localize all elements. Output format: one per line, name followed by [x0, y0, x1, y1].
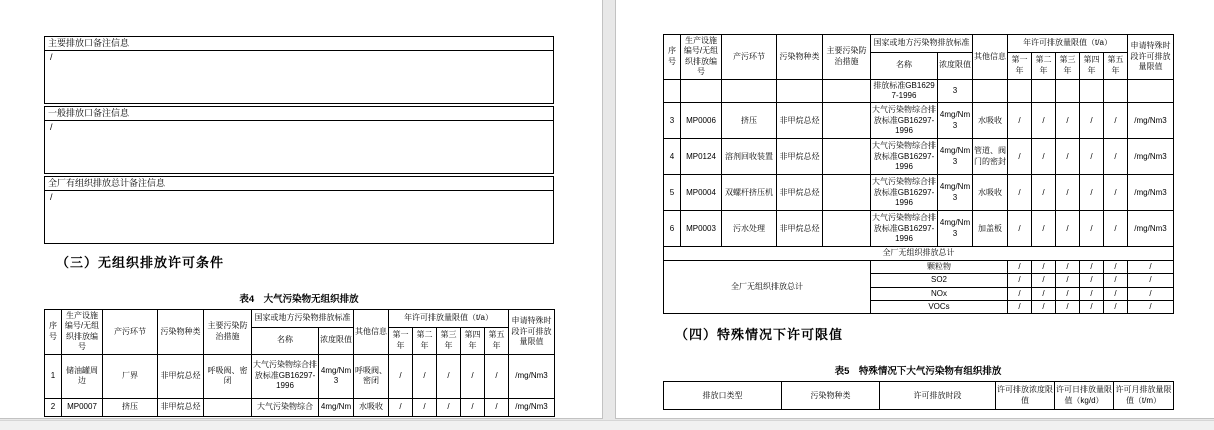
- table4-left: [44, 309, 555, 417]
- cell: 加盖板: [973, 211, 1008, 247]
- page-right: [615, 0, 1214, 419]
- cell: /: [1128, 274, 1174, 287]
- cell: 水吸收: [973, 175, 1008, 211]
- cell: /: [1032, 274, 1056, 287]
- summary-pollutant: 颗粒物: [871, 260, 1008, 273]
- col-monthly-limit: 许可月排放量限值（t/m）: [1114, 382, 1174, 410]
- cell: [823, 139, 871, 175]
- col-conc-limit: 浓度限值: [938, 52, 973, 79]
- cell: 大气污染物综合: [252, 398, 319, 416]
- cell: [664, 79, 681, 103]
- col-step: 产污环节: [103, 310, 158, 355]
- cell: /mg/Nm3: [1128, 139, 1174, 175]
- cell: 双螺杆挤压机: [722, 175, 777, 211]
- cell: 水吸收: [973, 103, 1008, 139]
- cell: /: [1056, 300, 1080, 313]
- cell: 非甲烷总烃: [777, 211, 823, 247]
- cell: /: [1008, 211, 1032, 247]
- cell: /: [1008, 287, 1032, 300]
- cell: 4: [664, 139, 681, 175]
- cell: [1104, 79, 1128, 103]
- cell: /: [1008, 175, 1032, 211]
- table4-right: [663, 34, 1174, 314]
- cell: 4mg/Nm3: [319, 354, 354, 398]
- col-special: 申请特殊时段许可排放量限值: [509, 310, 555, 355]
- col-year5: 第五年: [1104, 52, 1128, 79]
- cell: 大气污染物综合排放标准GB16297-1996: [252, 354, 319, 398]
- cell: /mg/Nm3: [509, 398, 555, 416]
- summary-pollutant: NOx: [871, 287, 1008, 300]
- cell: 4mg/Nm: [319, 398, 354, 416]
- cell: [823, 175, 871, 211]
- cell: /: [1056, 211, 1080, 247]
- cell: /: [1056, 287, 1080, 300]
- cell: /: [1080, 274, 1104, 287]
- cell: /: [461, 354, 485, 398]
- remarks-block-general-outlet: [44, 106, 554, 174]
- table-row: [664, 175, 1174, 211]
- cell: 5: [664, 175, 681, 211]
- table-row-continuation: [664, 79, 1174, 103]
- cell: 排放标准GB16297-1996: [871, 79, 938, 103]
- cell: /: [1032, 103, 1056, 139]
- table-row: [664, 211, 1174, 247]
- summary-pollutant: VOCs: [871, 300, 1008, 313]
- cell: /: [389, 398, 413, 416]
- cell: /: [1104, 287, 1128, 300]
- cell: /: [1080, 300, 1104, 313]
- cell: 储油罐周边: [62, 354, 103, 398]
- col-year2: 第二年: [413, 327, 437, 354]
- col-standard-name: 名称: [871, 52, 938, 79]
- cell: 6: [664, 211, 681, 247]
- cell: /: [1032, 300, 1056, 313]
- cell: /mg/Nm3: [509, 354, 555, 398]
- cell: /: [413, 354, 437, 398]
- summary-band-row: [664, 247, 1174, 260]
- summary-band: 全厂无组织排放总计: [664, 247, 1174, 260]
- cell: /: [1080, 175, 1104, 211]
- cell: /: [1104, 211, 1128, 247]
- col-facility: 生产设施编号/无组织排放编号: [681, 35, 722, 80]
- cell: /: [1056, 274, 1080, 287]
- cell: [777, 79, 823, 103]
- col-measures: 主要污染防治措施: [204, 310, 252, 355]
- page-left-content: [0, 0, 602, 417]
- cell: 4mg/Nm3: [938, 103, 973, 139]
- section-heading-4: （四）特殊情况下许可限值: [675, 327, 844, 343]
- cell: /: [437, 354, 461, 398]
- cell: /mg/Nm3: [1128, 103, 1174, 139]
- cell: /: [1032, 211, 1056, 247]
- cell: /: [1008, 260, 1032, 273]
- cell: /: [1008, 274, 1032, 287]
- cell: [823, 79, 871, 103]
- table4-header-row: [664, 35, 1174, 53]
- cell: [1080, 79, 1104, 103]
- cell: 2: [45, 398, 62, 416]
- cell: /: [1080, 211, 1104, 247]
- cell: [823, 103, 871, 139]
- col-other: 其他信息: [973, 35, 1008, 80]
- table-row: [45, 398, 555, 416]
- cell: 1: [45, 354, 62, 398]
- cell: /: [485, 354, 509, 398]
- cell: /: [1080, 260, 1104, 273]
- col-seq: 序号: [45, 310, 62, 355]
- page-left: [0, 0, 603, 419]
- table4-title: 表4 大气污染物无组织排放: [239, 294, 359, 305]
- cell: 溶剂回收装置: [722, 139, 777, 175]
- cell: 非甲烷总烃: [158, 354, 204, 398]
- cell: /: [1128, 260, 1174, 273]
- cell: /: [461, 398, 485, 416]
- section-heading-3: （三）无组织排放许可条件: [56, 255, 225, 270]
- cell: /: [1104, 175, 1128, 211]
- col-year1: 第一年: [389, 327, 413, 354]
- remarks-content: /: [50, 52, 53, 62]
- remarks-title: 主要排放口备注信息: [45, 37, 553, 51]
- col-annual-group: 年许可排放量限值（t/a）: [389, 310, 509, 328]
- summary-label: 全厂无组织排放总计: [664, 260, 871, 314]
- cell: /: [1128, 287, 1174, 300]
- cell: 呼吸阀、密闭: [354, 354, 389, 398]
- cell: /: [1032, 287, 1056, 300]
- col-facility: 生产设施编号/无组织排放编号: [62, 310, 103, 355]
- cell: /: [1008, 300, 1032, 313]
- summary-pollutant: SO2: [871, 274, 1008, 287]
- remarks-content: /: [50, 122, 53, 132]
- cell: 大气污染物综合排放标准GB16297-1996: [871, 211, 938, 247]
- cell: /mg/Nm3: [1128, 211, 1174, 247]
- col-special: 申请特殊时段许可排放量限值: [1128, 35, 1174, 80]
- cell: /: [1008, 103, 1032, 139]
- cell: /: [437, 398, 461, 416]
- cell: 大气污染物综合排放标准GB16297-1996: [871, 103, 938, 139]
- cell: /: [1032, 175, 1056, 211]
- cell: /: [1128, 300, 1174, 313]
- col-conc-limit: 许可排放浓度限值: [996, 382, 1055, 410]
- col-pollutant: 污染物种类: [158, 310, 204, 355]
- cell: 4mg/Nm3: [938, 139, 973, 175]
- cell: MP0124: [681, 139, 722, 175]
- col-standard-group: 国家或地方污染物排放标准: [871, 35, 973, 53]
- cell: /mg/Nm3: [1128, 175, 1174, 211]
- cell: /: [1008, 139, 1032, 175]
- summary-row: [664, 260, 1174, 273]
- col-year5: 第五年: [485, 327, 509, 354]
- table-row: [664, 103, 1174, 139]
- cell: 3: [938, 79, 973, 103]
- cell: 污水处理: [722, 211, 777, 247]
- cell: 厂界: [103, 354, 158, 398]
- cell: 3: [664, 103, 681, 139]
- remarks-block-plant-total: [44, 176, 554, 244]
- remarks-block-main-outlet: [44, 36, 554, 104]
- table5-title: 表5 特殊情况下大气污染物有组织排放: [834, 366, 1002, 378]
- table-row: [664, 139, 1174, 175]
- cell: [681, 79, 722, 103]
- cell: /: [1032, 260, 1056, 273]
- cell: /: [1104, 300, 1128, 313]
- col-standard-group: 国家或地方污染物排放标准: [252, 310, 354, 328]
- col-year3: 第三年: [437, 327, 461, 354]
- cell: /: [1080, 103, 1104, 139]
- remarks-content: /: [50, 192, 53, 202]
- cell: /: [1104, 274, 1128, 287]
- cell: /: [389, 354, 413, 398]
- col-year4: 第四年: [461, 327, 485, 354]
- cell: 大气污染物综合排放标准GB16297-1996: [871, 139, 938, 175]
- cell: [823, 211, 871, 247]
- cell: [1056, 79, 1080, 103]
- cell: 挤压: [103, 398, 158, 416]
- cell: [973, 79, 1008, 103]
- col-annual-group: 年许可排放量限值（t/a）: [1008, 35, 1128, 53]
- cell: [1128, 79, 1174, 103]
- cell: 非甲烷总烃: [158, 398, 204, 416]
- cell: /: [1080, 139, 1104, 175]
- cell: 管道、阀门的密封: [973, 139, 1008, 175]
- cell: 4mg/Nm3: [938, 211, 973, 247]
- page-right-content: [616, 0, 1214, 410]
- cell: MP0006: [681, 103, 722, 139]
- cell: /: [1104, 139, 1128, 175]
- cell: /: [1104, 260, 1128, 273]
- cell: /: [413, 398, 437, 416]
- cell: [204, 398, 252, 416]
- col-daily-limit: 许可日排放量限值（kg/d）: [1055, 382, 1114, 410]
- cell: 呼吸阀、密闭: [204, 354, 252, 398]
- col-year2: 第二年: [1032, 52, 1056, 79]
- table5: [663, 381, 1174, 410]
- cell: /: [1104, 103, 1128, 139]
- cell: 非甲烷总烃: [777, 139, 823, 175]
- remarks-title: 全厂有组织排放总计备注信息: [45, 177, 553, 191]
- table4-header-row: [45, 310, 555, 328]
- cell: 大气污染物综合排放标准GB16297-1996: [871, 175, 938, 211]
- cell: [722, 79, 777, 103]
- cell: 4mg/Nm3: [938, 175, 973, 211]
- cell: MP0007: [62, 398, 103, 416]
- horizontal-scrollbar[interactable]: [0, 420, 1214, 430]
- cell: MP0004: [681, 175, 722, 211]
- col-pollutant: 污染物种类: [777, 35, 823, 80]
- col-pollutant-type: 污染物种类: [782, 382, 880, 410]
- col-permit-period: 许可排放时段: [880, 382, 996, 410]
- col-other: 其他信息: [354, 310, 389, 355]
- col-seq: 序号: [664, 35, 681, 80]
- cell: [1008, 79, 1032, 103]
- cell: [1032, 79, 1056, 103]
- col-year4: 第四年: [1080, 52, 1104, 79]
- cell: /: [1056, 175, 1080, 211]
- col-year3: 第三年: [1056, 52, 1080, 79]
- col-outlet-type: 排放口类型: [664, 382, 782, 410]
- remarks-title: 一般排放口备注信息: [45, 107, 553, 121]
- col-year1: 第一年: [1008, 52, 1032, 79]
- cell: 水吸收: [354, 398, 389, 416]
- col-measures: 主要污染防治措施: [823, 35, 871, 80]
- cell: MP0003: [681, 211, 722, 247]
- cell: /: [1056, 103, 1080, 139]
- table-row: [45, 354, 555, 398]
- col-conc-limit: 浓度限值: [319, 327, 354, 354]
- cell: /: [1056, 139, 1080, 175]
- cell: 非甲烷总烃: [777, 103, 823, 139]
- cell: 挤压: [722, 103, 777, 139]
- cell: /: [1032, 139, 1056, 175]
- col-step: 产污环节: [722, 35, 777, 80]
- cell: /: [485, 398, 509, 416]
- cell: /: [1080, 287, 1104, 300]
- col-standard-name: 名称: [252, 327, 319, 354]
- cell: 非甲烷总烃: [777, 175, 823, 211]
- table5-header-row: [664, 382, 1174, 410]
- cell: /: [1056, 260, 1080, 273]
